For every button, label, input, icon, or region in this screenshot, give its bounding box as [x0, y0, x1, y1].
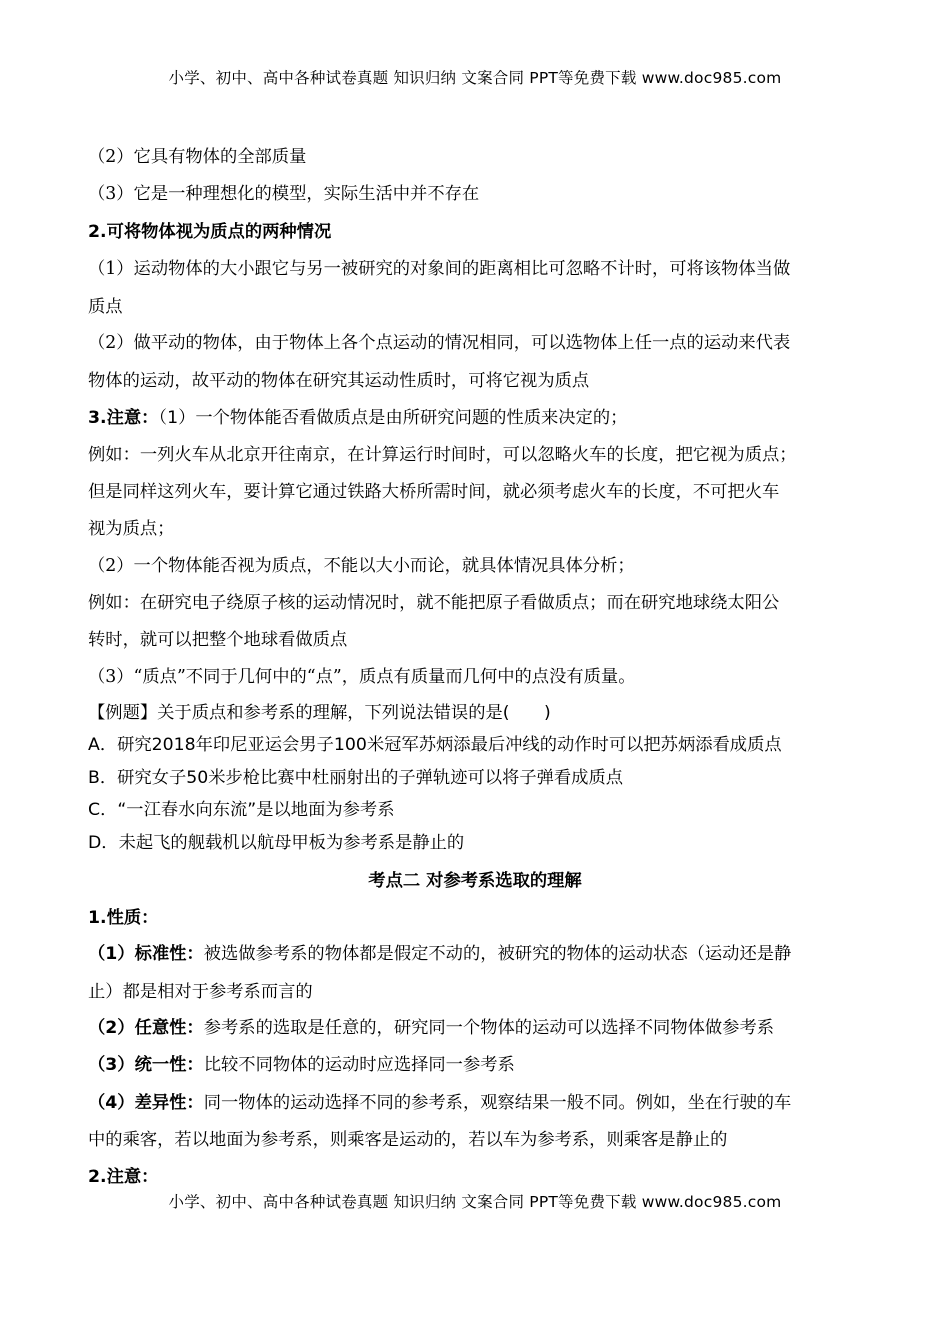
text-line: 质点	[88, 297, 123, 317]
subheading: 1.性质：	[88, 908, 159, 928]
option-b: B．研究女子50米步枪比赛中杜丽射出的子弹轨迹可以将子弹看成质点	[88, 768, 624, 788]
term-label: （3）统一性：	[88, 1055, 204, 1075]
text-line	[88, 943, 878, 965]
subheading: 2.可将物体视为质点的两种情况	[88, 222, 332, 242]
subheading: 2.注意：	[88, 1167, 159, 1187]
text-line: 物体的运动，故平动的物体在研究其运动性质时，可将它视为质点	[88, 371, 590, 391]
example-question: 【例题】关于质点和参考系的理解，下列说法错误的是( )	[88, 703, 551, 723]
option-a: A．研究2018年印尼亚运会男子100米冠军苏炳添最后冲线的动作时可以把苏炳添看成质点	[88, 735, 782, 755]
term-label: （2）任意性：	[88, 1018, 204, 1038]
option-d: D．未起飞的舰载机以航母甲板为参考系是静止的	[88, 833, 465, 853]
text-line	[88, 1092, 878, 1114]
note-text: （1）一个物体能否看做质点是由所研究问题的性质来决定的；	[158, 408, 628, 428]
term-text: 同一物体的运动选择不同的参考系，观察结果一般不同。例如，坐在行驶的车	[203, 1093, 792, 1113]
text-line	[88, 1054, 878, 1076]
term-text: 被选做参考系的物体都是假定不动的，被研究的物体的运动状态（运动还是静	[203, 944, 792, 964]
text-line: （1）运动物体的大小跟它与另一被研究的对象间的距离相比可忽略不计时，可将该物体当做	[88, 259, 791, 279]
text-line: 例如：在研究电子绕原子核的运动情况时，就不能把原子看做质点；而在研究地球绕太阳公	[88, 593, 780, 613]
note-label: 3.注意：	[88, 408, 159, 428]
option-c: C．“一江春水向东流”是以地面为参考系	[88, 800, 395, 820]
text-line	[88, 1017, 878, 1039]
term-text: 比较不同物体的运动时应选择同一参考系	[203, 1055, 515, 1075]
text-line: 例如：一列火车从北京开往南京，在计算运行时间时，可以忽略火车的长度，把它视为质点；	[88, 445, 797, 465]
text-line: 但是同样这列火车，要计算它通过铁路大桥所需时间，就必须考虑火车的长度，不可把火车	[88, 482, 780, 502]
text-line	[88, 407, 878, 429]
section-title: 考点二 对参考系选取的理解	[368, 871, 582, 891]
text-line: 转时，就可以把整个地球看做质点	[88, 630, 348, 650]
text-line: （3）它是一种理想化的模型，实际生活中并不存在	[88, 184, 480, 204]
term-label: （1）标准性：	[88, 944, 204, 964]
text-line: （2）做平动的物体，由于物体上各个点运动的情况相同，可以选物体上任一点的运动来代表	[88, 333, 791, 353]
text-line: 中的乘客，若以地面为参考系，则乘客是运动的，若以车为参考系，则乘客是静止的	[88, 1130, 728, 1150]
term-label: （4）差异性：	[88, 1093, 204, 1113]
text-line: （3）“质点”不同于几何中的“点”，质点有质量而几何中的点没有质量。	[88, 667, 636, 687]
text-line: （2）一个物体能否视为质点，不能以大小而论，就具体情况具体分析；	[88, 556, 635, 576]
text-line: 止）都是相对于参考系而言的	[88, 982, 313, 1002]
text-line: （2）它具有物体的全部质量	[88, 147, 307, 167]
page-header: 小学、初中、高中各种试卷真题 知识归纳 文案合同 PPT等免费下载 www.doc985.com	[168, 69, 782, 87]
term-text: 参考系的选取是任意的，研究同一个物体的运动可以选择不同物体做参考系	[203, 1018, 775, 1038]
text-line: 视为质点；	[88, 519, 175, 539]
page-footer: 小学、初中、高中各种试卷真题 知识归纳 文案合同 PPT等免费下载 www.doc985.com	[168, 1193, 782, 1211]
